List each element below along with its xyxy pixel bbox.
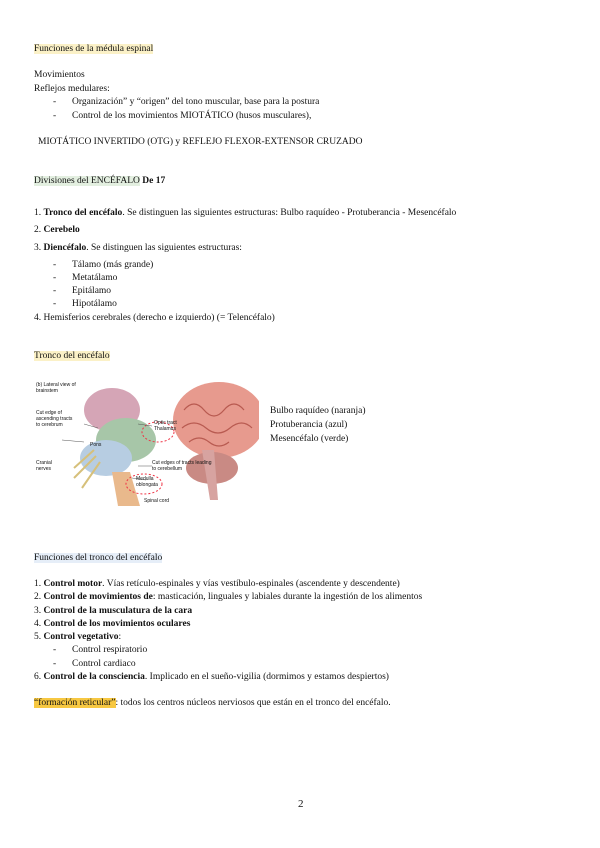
fig-label-cutedges: Cut edges of tracts leading to cerebellum bbox=[152, 460, 212, 472]
fig-label-spinal: Spinal cord bbox=[144, 498, 170, 504]
list-item bbox=[34, 592, 422, 602]
sub-item: Control cardiaco bbox=[72, 659, 136, 669]
fig-label-optic: Optic tract bbox=[154, 420, 177, 426]
item-bold: Control de la musculatura de la cara bbox=[43, 606, 193, 616]
item-rest: . Implicado en el sueño-vigilia (dormimos y estamos despiertos) bbox=[144, 672, 389, 682]
item-bold: Control de movimientos de bbox=[43, 592, 153, 602]
section-title-divisiones bbox=[34, 176, 165, 186]
item-bold: Control de la consciencia bbox=[43, 672, 145, 682]
subtitle-movimientos: Movimientos bbox=[34, 70, 85, 80]
bullet-dash: - bbox=[53, 260, 57, 270]
list-item bbox=[34, 208, 456, 218]
reticular-rest: : todos los centros núcleos nerviosos que están en el tronco del encéfalo. bbox=[115, 698, 391, 708]
cerebrum-shape bbox=[173, 382, 259, 458]
list-item bbox=[34, 243, 242, 253]
item-num: 2. bbox=[34, 592, 42, 602]
legend-item: Mesencéfalo (verde) bbox=[270, 434, 349, 444]
bullet-item: Control de los movimientos MIOTÁTICO (husos musculares), bbox=[72, 111, 312, 121]
item-bold: Control vegetativo bbox=[43, 632, 119, 642]
legend-item: Protuberancia (azul) bbox=[270, 420, 348, 430]
extra-line: MIOTÁTICO INVERTIDO (OTG) y REFLEJO FLEXOR-EXTENSOR CRUZADO bbox=[38, 137, 363, 147]
reticular-highlight: “formación reticular” bbox=[34, 698, 116, 708]
sub-item: Tálamo (más grande) bbox=[72, 260, 154, 270]
list-item bbox=[34, 619, 190, 629]
bullet-dash: - bbox=[53, 286, 57, 296]
item-bold: Tronco del encéfalo bbox=[43, 208, 123, 218]
bullet-item: Organización” y “origen” del tono muscular, base para la postura bbox=[72, 97, 320, 107]
bullet-dash: - bbox=[53, 273, 57, 283]
pons-shape bbox=[80, 440, 132, 476]
fig-label-cranial: Cranial nerves bbox=[36, 460, 52, 472]
bullet-dash: - bbox=[53, 645, 57, 655]
reflejos-label: Reflejos medulares: bbox=[34, 84, 110, 94]
list-item-4: 4. Hemisferios cerebrales (derecho e izquierdo) (= Telencéfalo) bbox=[34, 313, 275, 323]
fig-label-medulla: Medulla oblongata bbox=[136, 476, 158, 488]
item-num: 5. bbox=[34, 632, 42, 642]
fig-label-view: (b) Lateral view of brainstem bbox=[36, 382, 76, 394]
reticular-line bbox=[34, 698, 391, 708]
sub-item: Metatálamo bbox=[72, 273, 118, 283]
sub-item: Hipotálamo bbox=[72, 299, 117, 309]
fig-label-thalamus: Thalamus bbox=[154, 426, 176, 432]
item-rest: . Se distinguen las siguientes estructuras: bbox=[86, 243, 242, 253]
list-item bbox=[34, 225, 80, 235]
list-item bbox=[34, 606, 192, 616]
fig-label-outedge: Cut edge of ascending tracts to cerebrum bbox=[36, 410, 73, 428]
item-num: 6. bbox=[34, 672, 42, 682]
bullet-dash: - bbox=[53, 659, 57, 669]
page-number: 2 bbox=[298, 798, 304, 810]
item-rest: . Vías retículo-espinales y vías vestíbulo-espinales (ascendente y descendente) bbox=[102, 579, 400, 589]
sub-item: Control respiratorio bbox=[72, 645, 148, 655]
brainstem-illustration bbox=[34, 380, 259, 508]
item-bold: Cerebelo bbox=[43, 225, 80, 235]
item-num: 2. bbox=[34, 225, 42, 235]
list-item bbox=[34, 672, 389, 682]
item-num: 4. bbox=[34, 619, 42, 629]
title-text: Divisiones del ENCÉFALO bbox=[34, 176, 140, 186]
item-num: 1. bbox=[34, 579, 42, 589]
bullet-dash: - bbox=[53, 111, 57, 121]
item-bold: Control de los movimientos oculares bbox=[43, 619, 191, 629]
item-num: 3. bbox=[34, 243, 42, 253]
list-item bbox=[34, 632, 121, 642]
item-rest: : masticación, linguales y labiales durante la ingestión de los alimentos bbox=[152, 592, 423, 602]
list-item bbox=[34, 579, 400, 589]
item-num: 3. bbox=[34, 606, 42, 616]
item-rest: . Se distinguen las siguientes estructuras: Bulbo raquídeo - Protuberancia - Mesencéfalo bbox=[122, 208, 457, 218]
bullet-dash: - bbox=[53, 299, 57, 309]
item-bold: Control motor bbox=[43, 579, 103, 589]
section-title-tronco: Tronco del encéfalo bbox=[34, 351, 110, 361]
section-title-funciones-tronco: Funciones del tronco del encéfalo bbox=[34, 553, 163, 563]
sub-item: Epitálamo bbox=[72, 286, 112, 296]
item-bold: Diencéfalo bbox=[43, 243, 87, 253]
item-rest: : bbox=[118, 632, 122, 642]
legend-item: Bulbo raquídeo (naranja) bbox=[270, 406, 366, 416]
fig-label-pons: Pons bbox=[90, 442, 102, 448]
bullet-dash: - bbox=[53, 97, 57, 107]
brainstem-figure bbox=[34, 380, 259, 508]
title-suffix: De 17 bbox=[142, 176, 166, 186]
item-num: 1. bbox=[34, 208, 42, 218]
section-title-medula: Funciones de la médula espinal bbox=[34, 44, 154, 54]
